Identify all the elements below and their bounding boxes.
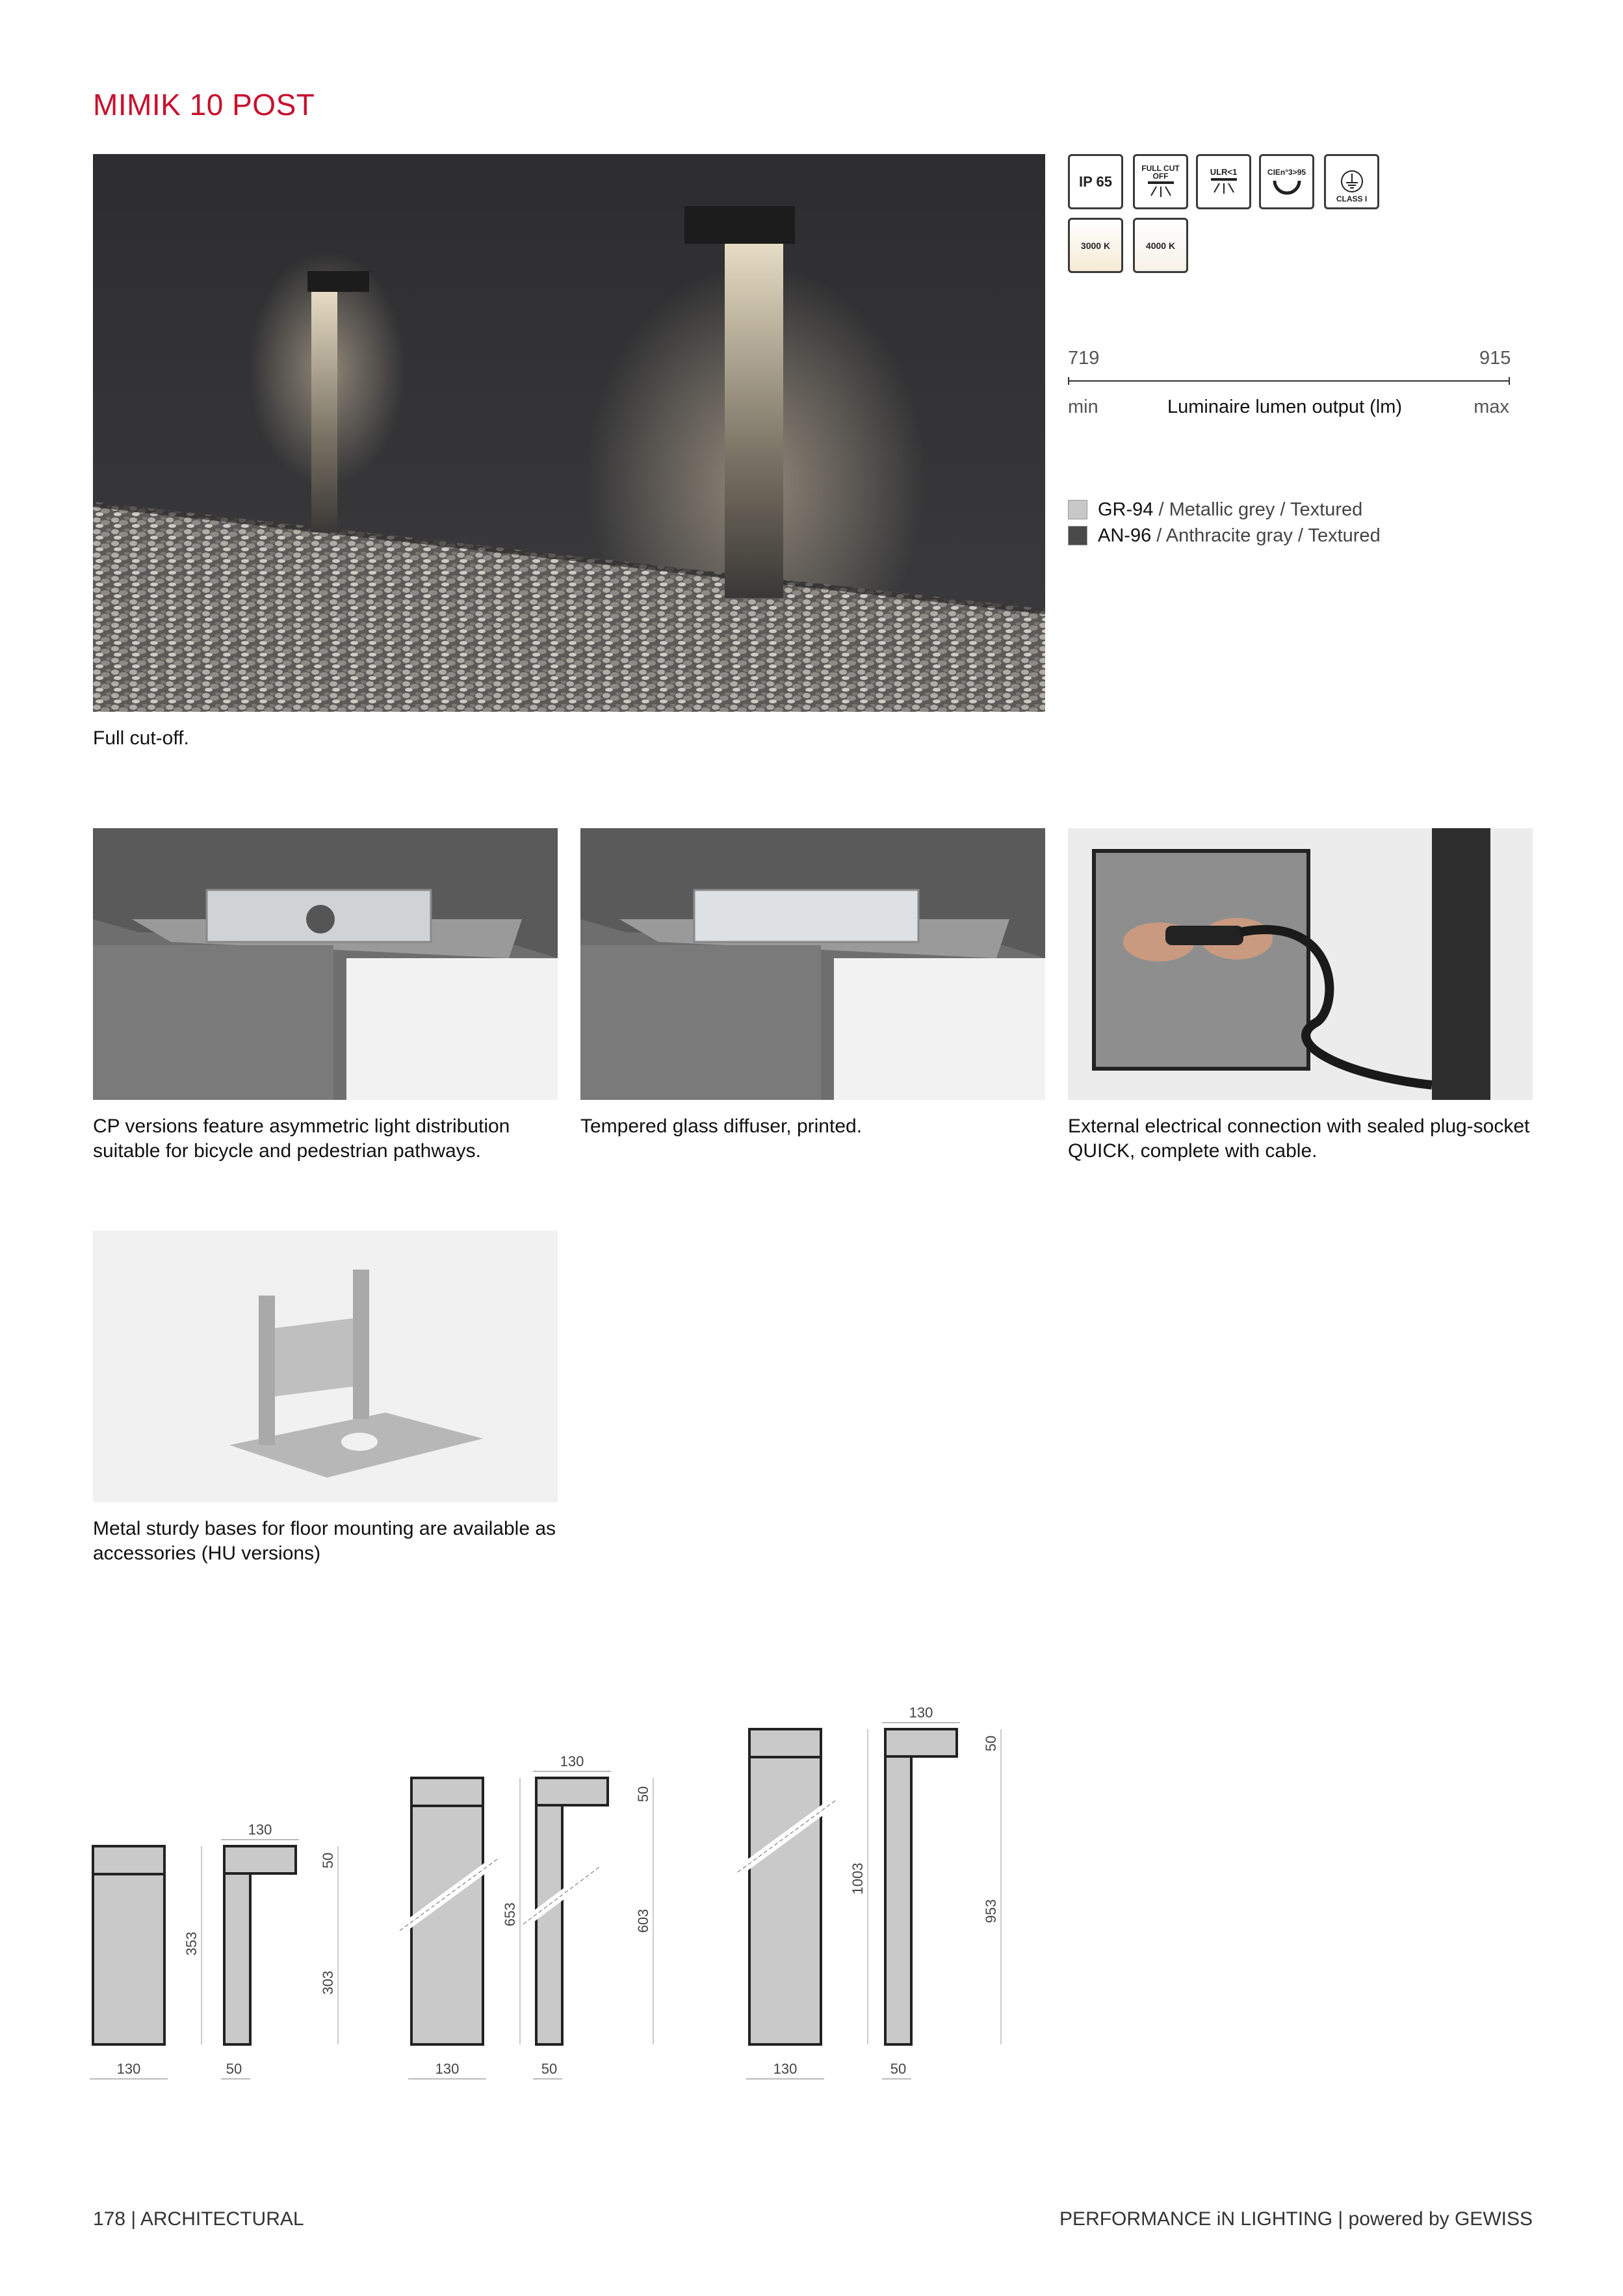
- large-depth-label: 50: [890, 2061, 907, 2077]
- ip-rating-label: IP 65: [1079, 173, 1112, 190]
- cp-caption: CP versions feature asymmetric light distribution suitable for bicycle and pedestrian pathways.: [93, 1115, 510, 1162]
- cie-label: CIEn°3>95: [1267, 167, 1306, 177]
- connection-caption: External electrical connection with sealed plug-socket QUICK, complete with cable.: [1068, 1115, 1530, 1162]
- small-depth-label: 50: [226, 2061, 242, 2077]
- ulr-icon: [1196, 154, 1251, 209]
- small-body-height-label: 303: [320, 1970, 336, 1995]
- small-top-width-label: 130: [248, 1821, 272, 1838]
- glass-diffuser-photo: [580, 828, 1045, 1100]
- hero-caption: Full cut-off.: [93, 727, 189, 749]
- footer-left: 178 | ARCHITECTURAL: [93, 2208, 304, 2230]
- large-top-width-label: 130: [909, 1704, 933, 1721]
- small-width-label: 130: [116, 2061, 141, 2077]
- small-head-label: 50: [320, 1852, 336, 1869]
- lumen-axis-label: Luminaire lumen output (lm): [1167, 397, 1403, 417]
- full-cutoff-icon: [1133, 154, 1188, 209]
- medium-top-width-label: 130: [560, 1753, 584, 1769]
- finish-desc: / Anthracite gray / Textured: [1151, 525, 1381, 546]
- glass-diffuser-illustration: [580, 828, 1045, 1100]
- page-title: MIMIK 10 POST: [93, 88, 315, 122]
- earth-ground-icon: [1339, 168, 1365, 194]
- lumen-max-label: max: [1474, 397, 1509, 417]
- drawing-large-side: [882, 1704, 1001, 2079]
- ulr-label: ULR<1: [1210, 167, 1238, 177]
- large-body-height-label: 953: [983, 1899, 999, 1924]
- cie-arc-glyph: [1271, 177, 1303, 196]
- drawing-medium-side: [523, 1753, 653, 2079]
- finish-label: [1098, 499, 1362, 521]
- connection-photo: [1068, 828, 1533, 1100]
- cct-4000-icon: [1133, 218, 1188, 273]
- finish-list: [1068, 497, 1381, 549]
- hero-photo: [93, 154, 1045, 712]
- ip65-icon: [1068, 154, 1123, 209]
- finish-item: [1068, 497, 1381, 523]
- lumen-max-value: 915: [1479, 348, 1511, 369]
- large-width-label: 130: [773, 2061, 798, 2077]
- lumen-scale-tick-right: [1509, 377, 1510, 385]
- lumen-min-label: min: [1068, 397, 1098, 417]
- large-head-label: 50: [983, 1735, 999, 1752]
- base-accessory-illustration: [93, 1231, 558, 1502]
- base-accessory-photo: [93, 1231, 558, 1502]
- lumen-min-value: 719: [1068, 348, 1100, 369]
- finish-code: AN-96: [1098, 525, 1152, 546]
- cutoff-lamp-glyph: [1145, 180, 1177, 200]
- class-label: CLASS I: [1336, 194, 1368, 203]
- full-cutoff-label: FULL CUT OFF: [1141, 163, 1180, 181]
- dimension-drawings: [0, 1690, 1623, 2113]
- finish-swatch-anthracite: [1068, 526, 1087, 545]
- drawing-small-front: [90, 1846, 201, 2079]
- small-total-height-label: 353: [183, 1931, 200, 1956]
- footer-right: PERFORMANCE iN LIGHTING | powered by GEWISS: [1059, 2208, 1533, 2230]
- class-one-icon: [1324, 154, 1379, 209]
- lumen-scale-line: [1068, 380, 1510, 382]
- finish-item: [1068, 523, 1381, 549]
- cct-4000-label: 4000 K: [1145, 240, 1176, 251]
- cie-icon: [1259, 154, 1314, 209]
- medium-total-height-label: 653: [502, 1902, 518, 1927]
- drawing-large-front: [738, 1729, 868, 2079]
- drawing-small-side: [221, 1821, 338, 2079]
- lumen-scale-tick-left: [1068, 377, 1069, 385]
- base-caption: Metal sturdy bases for floor mounting are available as accessories (HU versions): [93, 1518, 556, 1564]
- finish-swatch-grey: [1068, 500, 1087, 519]
- finish-desc: / Metallic grey / Textured: [1153, 499, 1363, 520]
- drawing-medium-front: [400, 1778, 520, 2079]
- medium-head-label: 50: [635, 1786, 651, 1803]
- cp-detail-illustration: [93, 828, 558, 1100]
- finish-code: GR-94: [1098, 499, 1154, 520]
- ulr-lamp-glyph: [1208, 177, 1240, 196]
- hero-photo-illustration: [93, 154, 1045, 712]
- finish-label: [1098, 525, 1381, 547]
- medium-width-label: 130: [435, 2061, 460, 2077]
- glass-caption: Tempered glass diffuser, printed.: [580, 1115, 863, 1137]
- large-total-height-label: 1003: [850, 1862, 866, 1895]
- cct-3000-icon: [1068, 218, 1123, 273]
- medium-depth-label: 50: [541, 2061, 558, 2077]
- cp-detail-photo: [93, 828, 558, 1100]
- cct-3000-label: 3000 K: [1080, 240, 1111, 251]
- medium-body-height-label: 603: [635, 1909, 651, 1933]
- connection-illustration: [1068, 828, 1533, 1100]
